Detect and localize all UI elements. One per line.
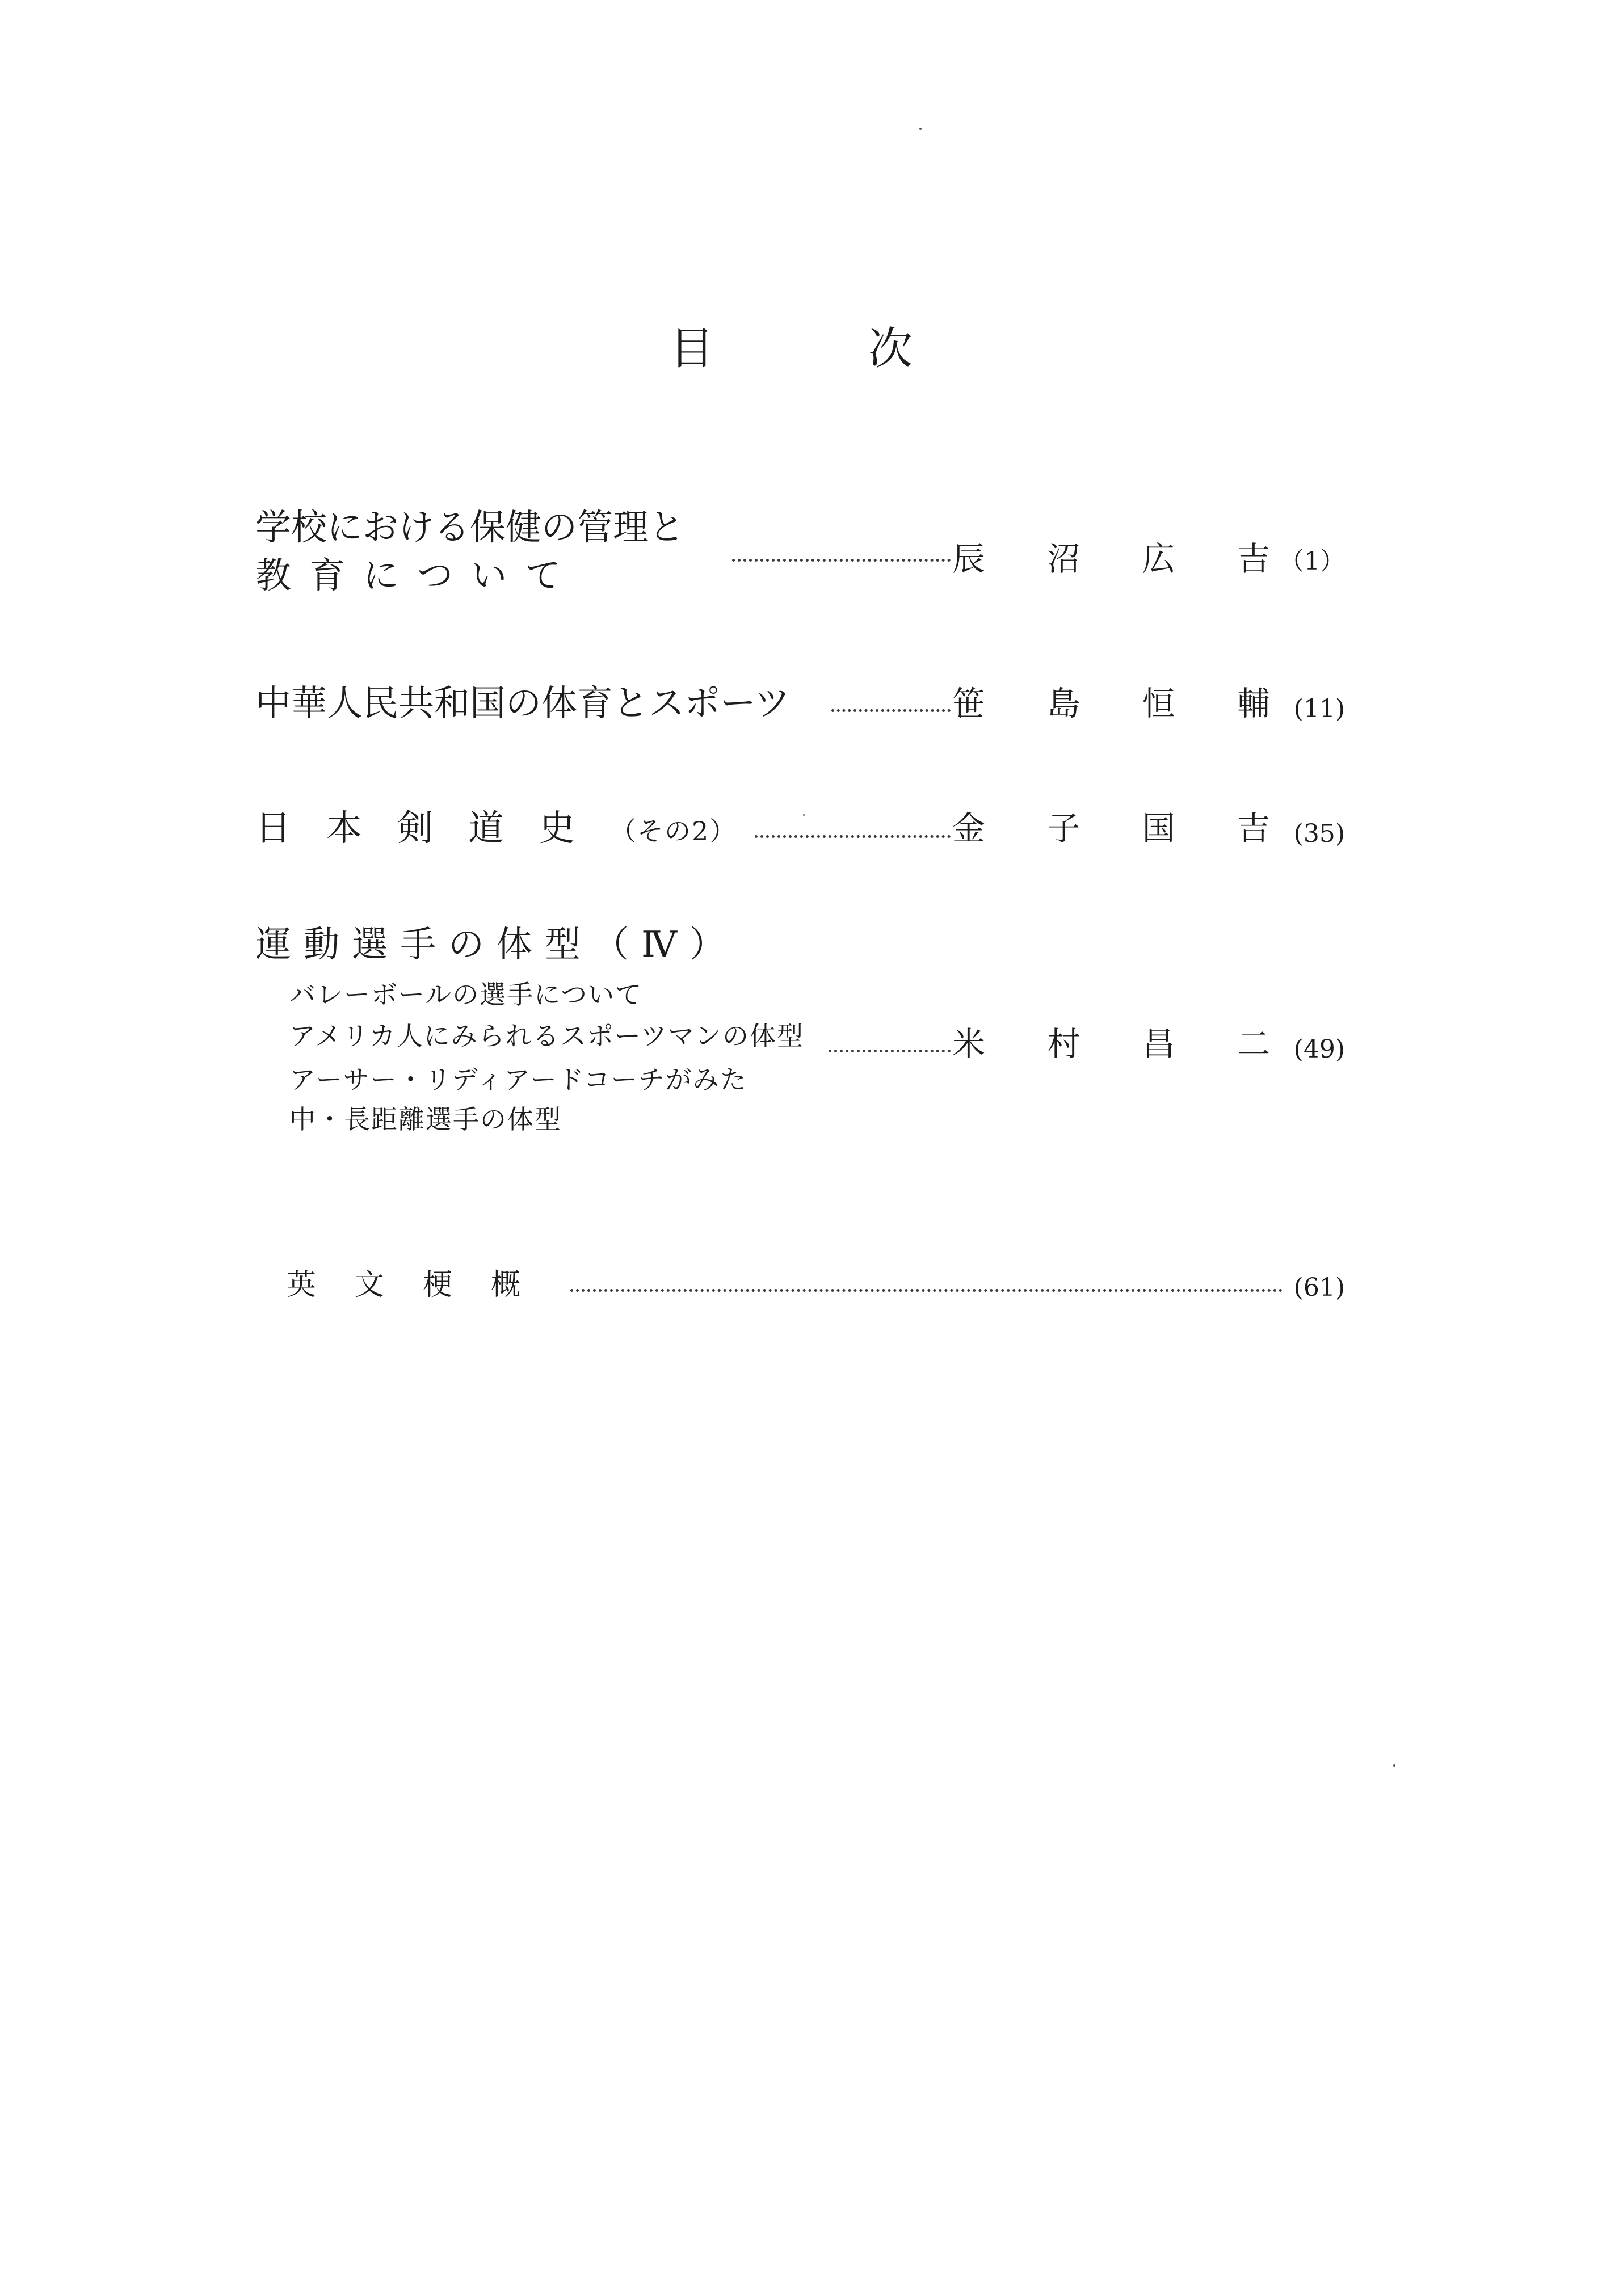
entry-title [255, 803, 737, 857]
entry-page-number: (35) [1293, 819, 1345, 848]
page-title-char: 次 [868, 323, 913, 374]
author-char: 子 [1047, 809, 1080, 848]
entry-title-sub: （その2） [610, 816, 737, 846]
dot-leader [732, 559, 951, 562]
dot-leader [755, 835, 951, 838]
page-title [0, 318, 1623, 386]
author-char: 金 [952, 809, 986, 848]
entry-author [952, 806, 1270, 851]
entry-page-number: (11) [1293, 694, 1345, 723]
author-char: 二 [1237, 1025, 1270, 1063]
entry-title: 教 育 に つ い て [255, 555, 565, 596]
entry-subtitle: アーサー・リディアードコーチがみた [289, 1064, 747, 1095]
author-char: 吉 [1237, 809, 1270, 848]
author-char: 辰 [952, 540, 986, 578]
author-char: 恒 [1142, 684, 1175, 723]
entry-title: 運動選手の体型（Ⅳ） [255, 924, 738, 965]
author-char: 村 [1047, 1025, 1080, 1063]
author-char: 国 [1142, 809, 1175, 848]
author-char: 島 [1047, 684, 1080, 723]
entry-subtitle: バレーボールの選手について [289, 979, 643, 1010]
entry-title: 中華人民共和国の体育とスポーツ [255, 683, 791, 724]
author-char: 輔 [1237, 684, 1270, 723]
summary-page-number: (61) [1293, 1273, 1345, 1302]
entry-title-main: 日本剣道史 [255, 807, 610, 849]
entry-author [952, 536, 1270, 582]
author-char: 沼 [1047, 540, 1080, 578]
summary-label: 英文梗概 [287, 1268, 560, 1302]
entry-subtitle: 中・長距離選手の体型 [289, 1104, 562, 1135]
author-char: 笹 [952, 684, 986, 723]
dot-leader [831, 709, 951, 712]
scan-speck [919, 128, 922, 130]
author-char: 吉 [1237, 540, 1270, 578]
entry-subtitle: アメリカ人にみられるスポーツマンの体型 [289, 1021, 804, 1051]
author-char: 広 [1142, 540, 1175, 578]
entry-author [952, 1021, 1270, 1067]
entry-author [952, 681, 1270, 726]
dot-leader [829, 1050, 951, 1052]
scan-speck [803, 814, 805, 816]
entry-title: 学校における保健の管理と [255, 507, 684, 548]
dot-leader [570, 1289, 1283, 1292]
page-title-char: 目 [670, 323, 714, 374]
author-char: 米 [952, 1025, 986, 1063]
scan-speck [1393, 1764, 1395, 1767]
entry-page-number: (49) [1293, 1035, 1345, 1064]
author-char: 昌 [1142, 1025, 1175, 1063]
entry-page-number: （1） [1279, 547, 1345, 576]
